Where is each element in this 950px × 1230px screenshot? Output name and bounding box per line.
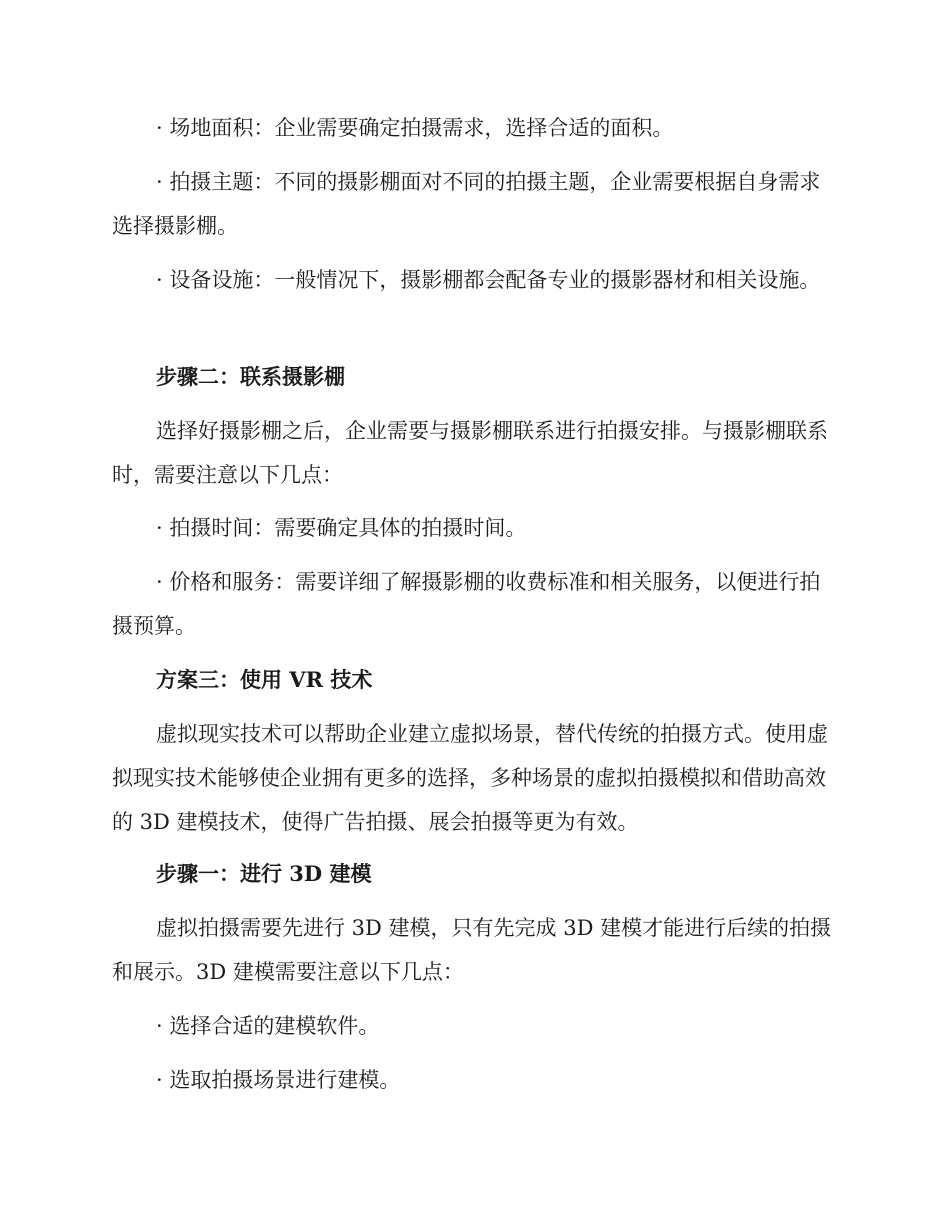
bullet-scene-modeling: · 选取拍摄场景进行建模。: [156, 1068, 401, 1092]
bullet-modeling-software: · 选择合适的建模软件。: [156, 1014, 380, 1038]
bullet-price-service: · 价格和服务：需要详细了解摄影棚的收费标准和相关服务，以便进行拍摄预算。: [112, 570, 821, 638]
paragraph-vr-intro: 虚拟现实技术可以帮助企业建立虚拟场景，替代传统的拍摄方式。使用虚拟现实技术能够使企业拥有更多的选择，多种场景的虚拟拍摄模拟和借助高效的 3D 建模技术，使得广告拍摄、展会拍摄等更为有效。: [112, 722, 828, 834]
heading-plan-three-vr: 方案三：使用 VR 技术: [156, 667, 373, 692]
bullet-equipment: · 设备设施：一般情况下，摄影棚都会配备专业的摄影器材和相关设施。: [156, 268, 821, 292]
paragraph-3d-modeling: 虚拟拍摄需要先进行 3D 建模，只有先完成 3D 建模才能进行后续的拍摄和展示。3D 建模需要注意以下几点：: [112, 916, 832, 984]
bullet-shooting-time: · 拍摄时间：需要确定具体的拍摄时间。: [156, 516, 527, 540]
heading-step-one-3d-modeling: 步骤一：进行 3D 建模: [156, 861, 372, 886]
paragraph-contact-studio: 选择好摄影棚之后，企业需要与摄影棚联系进行拍摄安排。与摄影棚联系时，需要注意以下几点：: [112, 419, 828, 487]
bullet-shooting-theme: · 拍摄主题：不同的摄影棚面对不同的拍摄主题，企业需要根据自身需求选择摄影棚。: [112, 170, 821, 238]
heading-step-two-contact-studio: 步骤二：联系摄影棚: [156, 364, 345, 389]
bullet-site-area: · 场地面积：企业需要确定拍摄需求，选择合适的面积。: [156, 116, 674, 140]
